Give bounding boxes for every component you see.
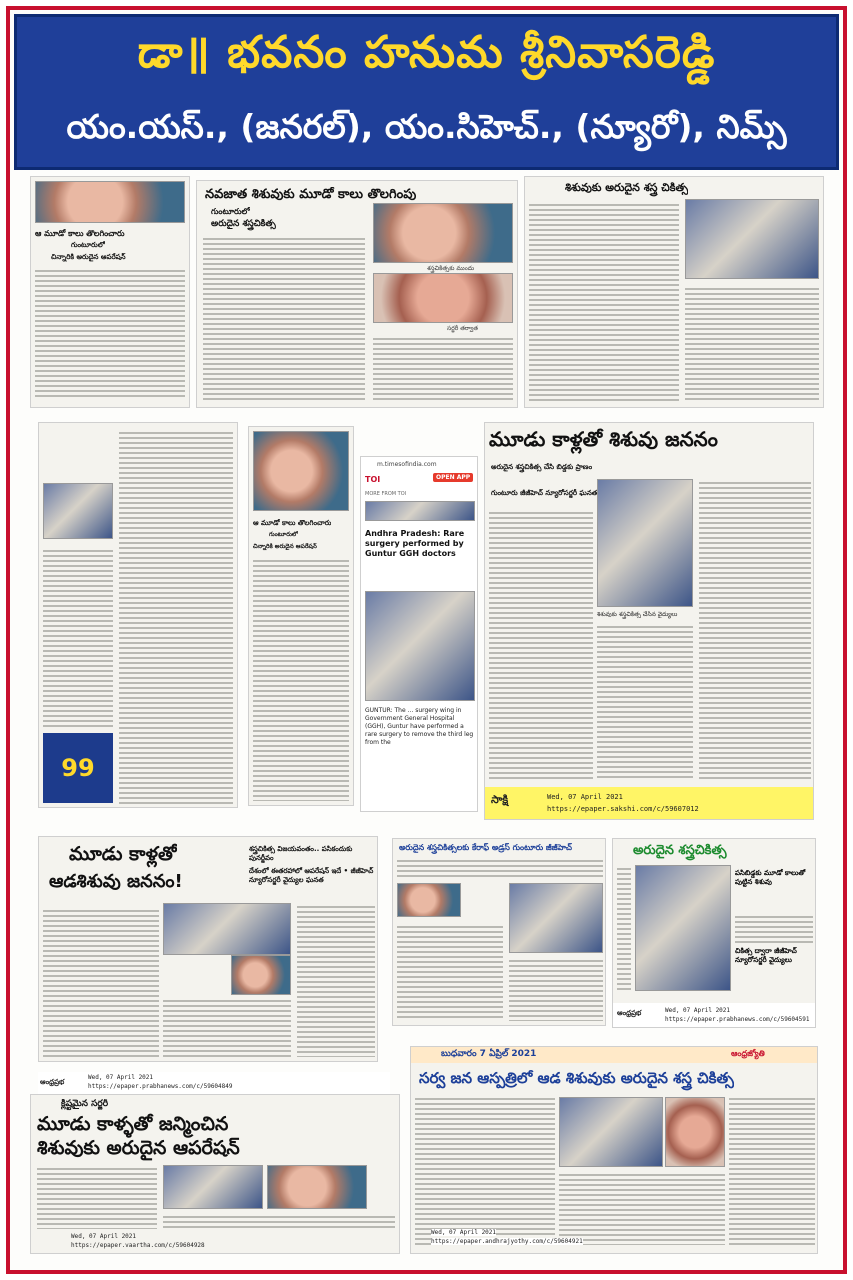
open-app-button[interactable]: OPEN APP (433, 473, 473, 482)
doctors-photo (163, 1165, 263, 1209)
news-clip-5 (248, 426, 354, 806)
clip-bullet-1: అరుదైన శస్త్రచికిత్స చేసి బిడ్డకు ప్రాణం (491, 463, 593, 471)
clip-headline: శిశువుకు అరుదైన శస్త్ర చికిత్స (565, 181, 689, 194)
photo-caption: శిశువుకు శస్త్రచికిత్స చేసిన వైద్యులు (597, 611, 678, 618)
credit-date: Wed, 07 April 2021 (547, 793, 623, 801)
clip-body-text (203, 235, 365, 401)
clip-body-text-3 (297, 903, 375, 1057)
baby-photo (267, 1165, 367, 1209)
before-photo (373, 203, 513, 263)
toi-headline: Andhra Pradesh: Rare surgery performed by Guntur GGH doctors (365, 529, 465, 558)
news-clip-12 (30, 1094, 400, 1254)
clip-headline-1: మూడు కాళ్లతో (69, 843, 177, 865)
clip-body-text-2 (43, 547, 113, 727)
clip-bullet: గుంటూరులో (211, 207, 250, 216)
clip-body-text (415, 1095, 555, 1245)
news-clip-9 (392, 838, 606, 1026)
clip-body-text-3 (699, 479, 811, 781)
doctors-photo (163, 903, 291, 955)
dateline: బుధవారం 7 ఏప్రిల్ 2021 (441, 1049, 537, 1059)
clip-body-text-2 (559, 1171, 725, 1245)
credit-url: https://epaper.vaartha.com/c/59604928 (71, 1242, 205, 1249)
baby-photo (665, 1097, 725, 1167)
clip-headline: సర్వ జన ఆస్పత్రిలో ఆడ శిశువుకు అరుదైన శస్త్ర చికిత్స (419, 1069, 734, 1087)
clip-photo (43, 483, 113, 539)
baby-photo (397, 883, 461, 917)
doctors-photo (509, 883, 603, 953)
header-banner (14, 14, 839, 170)
doctors-photo (559, 1097, 663, 1167)
clip-headline: మూడు కాళ్లతో శిశువు జననం (489, 427, 718, 451)
clip-body-text-2 (397, 923, 503, 1021)
ad-block: 99 (43, 733, 113, 803)
credit-date: Wed, 07 April 2021 (88, 1074, 154, 1081)
credit-url: https://epaper.sakshi.com/c/59607012 (547, 805, 699, 813)
thumb-row (365, 501, 475, 521)
news-clip-10 (612, 838, 816, 1028)
clip-headline-1: మూడు కాళ్ళతో జన్మించిన (37, 1113, 229, 1135)
more-from-label: MORE FROM TOI (365, 491, 407, 497)
credit-logo: ఆంధ్రప్రభ (40, 1078, 65, 1086)
clip-body-text-2 (597, 623, 693, 781)
clip-deck: అరుదైన శస్త్రచికిత్స (211, 219, 276, 229)
clip-body-text (119, 429, 233, 805)
news-clip-7-sakshi (484, 422, 814, 820)
after-photo (373, 273, 513, 323)
clip-subhead: గుంటూరులో (71, 241, 105, 249)
news-clip-6-toi (360, 456, 478, 812)
clip-headline: ఆ మూడో కాలు తొలగించారు (253, 519, 332, 527)
clip-headline: అరుదైన శస్త్రచికిత్స (633, 843, 727, 858)
credit-logo: సాక్షి (491, 793, 509, 806)
clip-bullet-2: దేశంలో ఈతరహాలో ఆపరేషన్ ఇదే • జీజీహెచ్ న్యూరోసర్జరీ వైద్యుల ఘనత (249, 867, 374, 884)
clip-headline-2: శిశువుకు అరుదైన ఆపరేషన్ (37, 1137, 240, 1159)
clip-body-text (37, 1165, 157, 1229)
news-clip-1 (30, 176, 190, 408)
clip-bullet-1: శస్త్రచికిత్స విజయవంతం.. పసికందుకు పునర్జీవం (249, 845, 353, 862)
clip-body-text-2 (685, 285, 819, 401)
paper-name: ఆంధ్రజ్యోతి (731, 1049, 765, 1058)
toi-logo: TOI (365, 475, 381, 484)
browser-url: m.timesofindia.com (377, 461, 437, 468)
credit-bar (485, 787, 814, 820)
article-photo (365, 591, 475, 701)
news-clip-4 (38, 422, 238, 808)
clip-bullet-2: చికిత్స ద్వారా జీజీహెచ్ న్యూరోసర్జరీ వైద్యులు (735, 947, 797, 964)
clip-deck: చిన్నారికి అరుదైన ఆపరేషన్ (253, 543, 317, 550)
clip-body-text-3 (729, 1095, 815, 1245)
news-clip-2 (196, 180, 518, 408)
clip-kicker: క్లిష్టమైన సర్జరీ (61, 1099, 109, 1109)
doctors-photo (685, 199, 819, 279)
clip-body-text (43, 907, 159, 1057)
clip-body-text (253, 557, 349, 801)
baby-photo (231, 955, 291, 995)
news-clip-13 (410, 1046, 818, 1254)
doctor-qualifications: యం.యస్., (జనరల్), యం.సిహెచ్., (న్యూరో), నిమ్స్ (66, 107, 787, 146)
vertical-text (617, 865, 631, 991)
clip-headline-2: ఆడశిశువు జననం! (49, 871, 183, 892)
clip-photo (35, 181, 185, 223)
clip-body-text (35, 267, 185, 399)
clip-headline: నవజాత శిశువుకు మూడో కాలు తొలగింపు (205, 187, 417, 202)
news-clip-8 (38, 836, 378, 1062)
clip-headline: ఆ మూడో కాలు తొలగించారు (35, 229, 125, 238)
clip-deck: చిన్నారికి అరుదైన ఆపరేషన్ (51, 253, 126, 261)
doctors-photo (597, 479, 693, 607)
clip-body-text (397, 857, 603, 879)
caption-after: సర్జరీ తర్వాత (447, 325, 478, 332)
clip-body-text-2 (163, 997, 291, 1057)
caption-before: శస్త్రచికిత్సకు ముందు (427, 265, 475, 272)
doctor-name: డా॥ భవనం హనుమ శ్రీనివాసరెడ్డి (137, 27, 716, 78)
clip-bullet-2: గుంటూరు జీజీహెచ్ న్యూరోసర్జరీ ఘనత (491, 489, 598, 497)
news-clip-3 (524, 176, 824, 408)
credit-date: Wed, 07 April 2021 (71, 1233, 137, 1240)
credit-strip-prabha (38, 1072, 390, 1094)
credit-url: https://epaper.prabhanews.com/c/59604849 (88, 1083, 233, 1090)
clip-subhead: గుంటూరులో (269, 531, 299, 538)
clip-bullet-1: పసిబిడ్డకు మూడో కాలుతో పుట్టిన శిశువు (735, 869, 806, 886)
credit-date: Wed, 07 April 2021 (665, 1007, 731, 1014)
clip-body-text-3 (509, 957, 603, 1021)
credit-url: https://epaper.andhrajyothy.com/c/59604921 (431, 1238, 583, 1245)
doctors-photo (635, 865, 731, 991)
clip-body-text (735, 913, 813, 943)
clip-headline: అరుదైన శస్త్రచికిత్సలకు కేరాఫ్ అడ్రస్ గుంటూరు జీజీహెచ్ (399, 843, 572, 852)
credit-logo: ఆంధ్రప్రభ (617, 1009, 642, 1017)
clip-photo (253, 431, 349, 511)
clip-body-text-2 (373, 335, 513, 401)
clip-body-text (489, 509, 593, 781)
toi-body: GUNTUR: The ... surgery wing in Government General Hospital (GGH), Guntur have performed a rare surgery to remove the third leg from the (365, 707, 474, 746)
clip-body-text-2 (163, 1213, 395, 1229)
clip-body-text (529, 201, 679, 401)
credit-url: https://epaper.prabhanews.com/c/59604591 (665, 1016, 810, 1023)
credit-date: Wed, 07 April 2021 (431, 1229, 497, 1236)
